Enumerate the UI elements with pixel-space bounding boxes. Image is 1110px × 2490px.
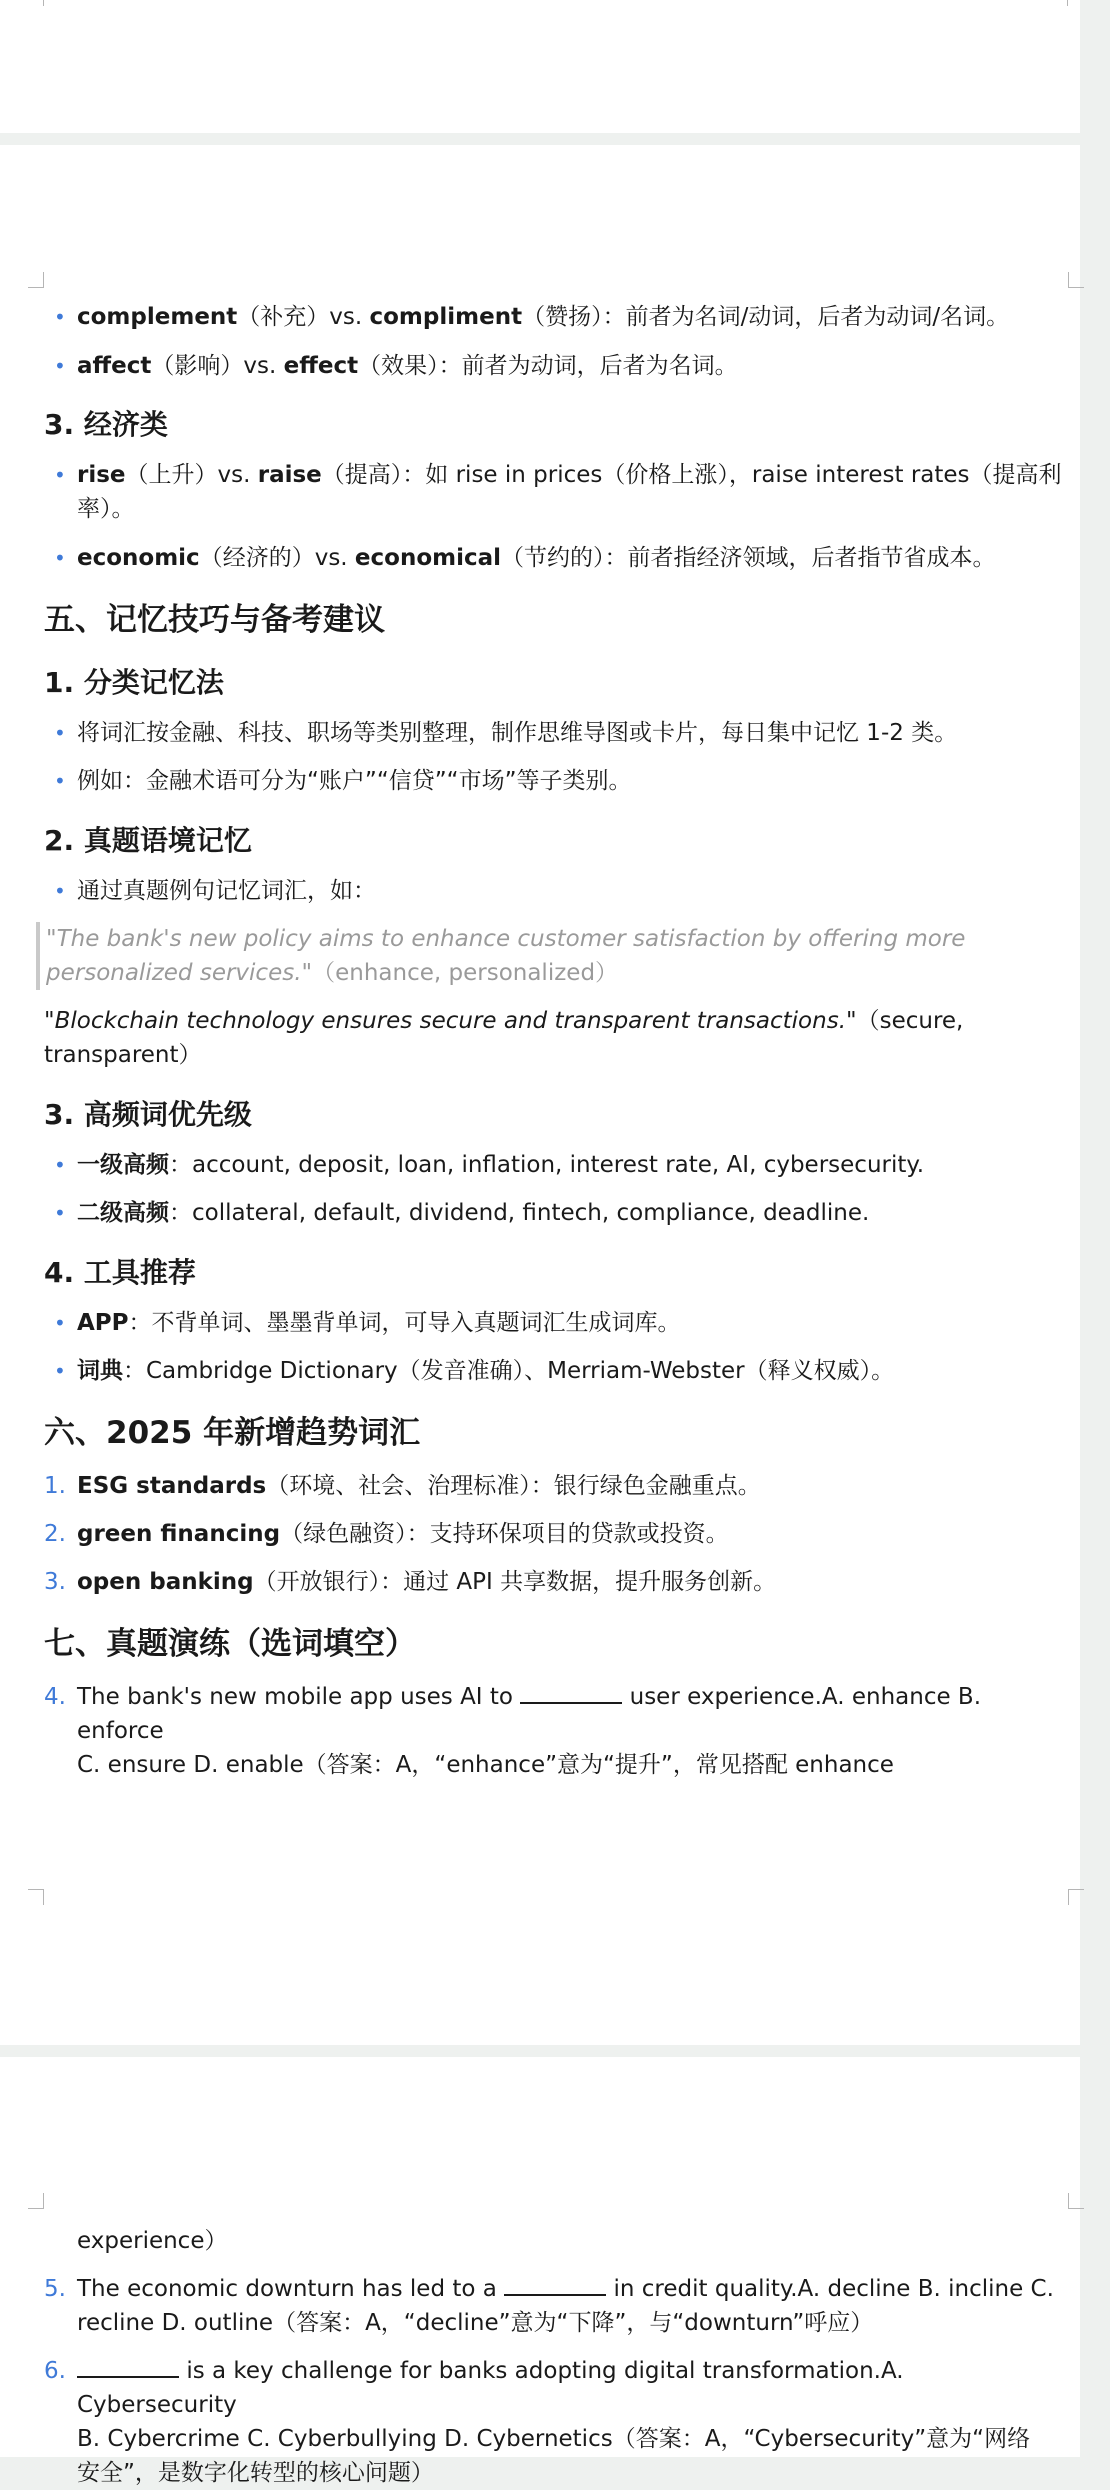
bullet-icon: • [54,769,66,793]
question-item: 5. The economic downturn has led to a in credit quality.A. decline B. incline C. recline D. outline（答案：A，“decline”意为“下降”，与“downturn”呼应） [44,2276,1054,2336]
bullet-icon: • [54,305,66,329]
numbered-item: 3. open banking（开放银行）：通过 API 共享数据，提升服务创新。 [44,1569,777,1595]
page-next [0,2057,1080,2486]
section-title-7: 七、真题演练（选词填空） [44,1626,416,1662]
bullet-icon: • [54,1311,66,1335]
page-corner-mark [1067,0,1068,6]
list-item: • 词典：Cambridge Dictionary（发音准确）、Merriam-Webster（释义权威）。 [44,1354,1066,1388]
page-main [0,145,1080,2045]
list-item: • rise（上升）vs. raise（提高）：如 rise in prices（价格上涨），raise interest rates（提高利率）。 [44,458,1066,526]
example-sentence: "Blockchain technology ensures secure and transparent transactions."（secure, transparent） [44,1008,964,1068]
section-title-6: 六、2025 年新增趋势词汇 [44,1415,421,1451]
numbered-item: 1. ESG standards（环境、社会、治理标准）：银行绿色金融重点。 [44,1473,761,1499]
list-item: • 例如：金融术语可分为“账户”“信贷”“市场”等子类别。 [44,764,1066,798]
list-item: • 二级高频：collateral, default, dividend, fintech, compliance, deadline. [44,1196,1066,1230]
question-item: 4. The bank's new mobile app uses AI to user experience.A. enhance B. enforce C. ensure D. enable（答案：A，“enhance”意为“提升”，常见搭配 enhance [44,1684,982,1778]
answer-blank [520,1682,622,1704]
numbered-item: 2. green financing（绿色融资）：支持环保项目的贷款或投资。 [44,1521,729,1547]
answer-blank [504,2274,606,2296]
question-item: 6. is a key challenge for banks adopting digital transformation.A. Cybersecurity B. Cybercrime C. Cyberbullying D. Cybernetics（答案：A，“Cybersecurity”意为“网络 安全”，是数字化转型的核心问题） [44,2358,1031,2486]
list-item: • complement（补充）vs. compliment（赞扬）：前者为名词/动词，后者为动词/名词。 [44,300,1066,334]
list-item: • 将词汇按金融、科技、职场等类别整理，制作思维导图或卡片，每日集中记忆 1-2 类。 [44,716,1066,750]
page-corner-mark [28,1889,44,1905]
question-continuation: experience） [77,2228,228,2254]
page-corner-mark [1068,2193,1084,2209]
example-quote: "The bank's new policy aims to enhance customer satisfaction by offering more personalized services."（enhance, personalized） [36,922,1066,990]
bullet-icon: • [54,1201,66,1225]
page-corner-mark [43,0,44,6]
answer-blank [77,2356,179,2378]
page-corner-mark [28,272,44,288]
heading-economic: 3. 经济类 [44,408,168,441]
subheading: 4. 工具推荐 [44,1256,196,1289]
bullet-icon: • [54,721,66,745]
page-content [44,300,1066,1782]
page-top-fragment [0,0,1080,133]
list-item: • 通过真题例句记忆词汇，如： [44,874,1066,908]
bullet-icon: • [54,463,66,487]
bullet-icon: • [54,546,66,570]
bullet-icon: • [54,1153,66,1177]
page-corner-mark [1068,272,1084,288]
list-item: • 一级高频：account, deposit, loan, inflation, interest rate, AI, cybersecurity. [44,1148,1066,1182]
section-title-5: 五、记忆技巧与备考建议 [44,602,385,638]
list-item: • economic（经济的）vs. economical（节约的）：前者指经济领域，后者指节省成本。 [44,541,1066,575]
bullet-icon: • [54,879,66,903]
subheading: 2. 真题语境记忆 [44,824,252,857]
bullet-icon: • [54,354,66,378]
bullet-icon: • [54,1359,66,1383]
page-corner-mark [1068,1889,1084,1905]
list-item: • APP：不背单词、墨墨背单词，可导入真题词汇生成词库。 [44,1306,1066,1340]
list-item: • affect（影响）vs. effect（效果）：前者为动词，后者为名词。 [44,349,1066,383]
page-corner-mark [28,2193,44,2209]
subheading: 3. 高频词优先级 [44,1098,252,1131]
page-content [44,2224,1066,2490]
subheading: 1. 分类记忆法 [44,666,224,699]
